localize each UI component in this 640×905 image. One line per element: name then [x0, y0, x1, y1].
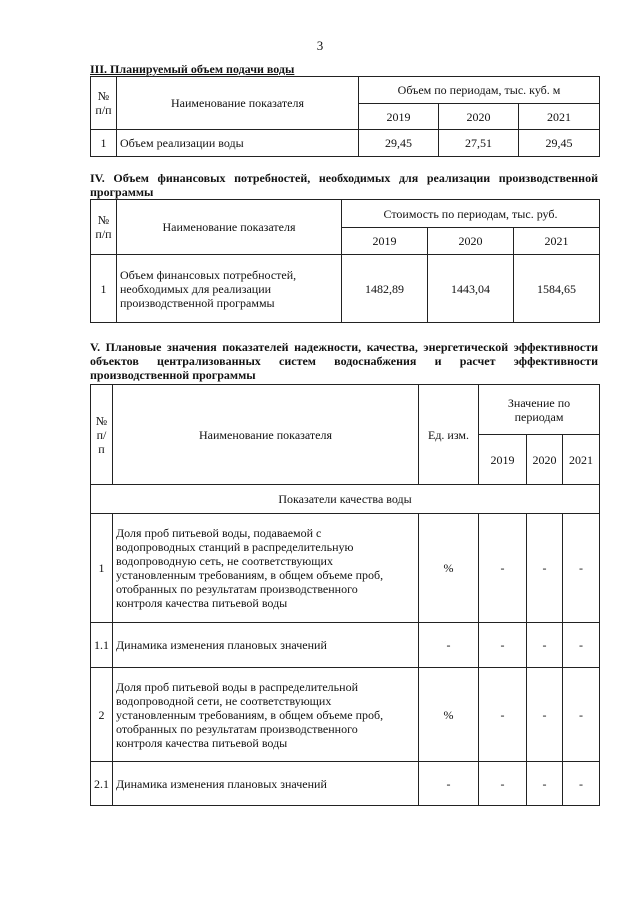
section-3-table [90, 76, 600, 157]
row-name: Динамика изменения плановых значений [113, 762, 419, 806]
table-row [91, 130, 600, 157]
row-name: Объем финансовых потребностей, необходимых для реализации производственной программы [117, 255, 342, 323]
year-cell: 2019 [479, 435, 527, 485]
table-row [91, 514, 600, 623]
unit-cell: % [419, 514, 479, 623]
header-num: № п/п [91, 77, 117, 130]
unit-cell: - [419, 623, 479, 668]
section-4-title: IV. Объем финансовых потребностей, необходимых для реализации производственной программы [90, 171, 598, 199]
header-group: Объем по периодам, тыс. куб. м [359, 77, 600, 104]
row-num: 1 [91, 255, 117, 323]
value-cell: - [479, 762, 527, 806]
row-name: Доля проб питьевой воды, подаваемой с водопроводных станций в распределительную водопроводную сеть, не соответствующих установленным требованиям, в общем объеме проб, отобранных по результатам производственного контроля качества питьевой воды [113, 514, 419, 623]
row-num: 1 [91, 514, 113, 623]
value-cell: - [479, 514, 527, 623]
value-cell: - [563, 668, 600, 762]
year-cell: 2021 [519, 104, 600, 130]
page-number: 3 [316, 38, 324, 53]
value-cell: - [563, 514, 600, 623]
value-cell: - [479, 623, 527, 668]
year-cell: 2021 [563, 435, 600, 485]
header-name: Наименование показателя [113, 385, 419, 485]
header-num: № п/п [91, 200, 117, 255]
table-row [91, 762, 600, 806]
group-row: Показатели качества воды [91, 485, 600, 514]
value-cell: 1443,04 [428, 255, 514, 323]
section-4-table [90, 199, 600, 323]
value-cell: 1584,65 [514, 255, 600, 323]
section-5-title: V. Плановые значения показателей надежности, качества, энергетической эффективности объектов централизованных систем водоснабжения и расчет эффективности производственной программы [90, 340, 598, 382]
year-cell: 2021 [514, 228, 600, 255]
value-cell: 29,45 [519, 130, 600, 157]
value-cell: - [527, 623, 563, 668]
row-name: Доля проб питьевой воды в распределительной водопроводной сети, не соответствующих установленным требованиям, в общем объеме проб, отобранных по результатам производственного контроля качества питьевой воды [113, 668, 419, 762]
year-cell: 2020 [428, 228, 514, 255]
row-num: 2.1 [91, 762, 113, 806]
table-row [91, 255, 600, 323]
unit-cell: - [419, 762, 479, 806]
table-row [91, 623, 600, 668]
header-group: Стоимость по периодам, тыс. руб. [342, 200, 600, 228]
header-group: Значение по периодам [479, 385, 600, 435]
table-row [91, 668, 600, 762]
value-cell: 1482,89 [342, 255, 428, 323]
header-name: Наименование показателя [117, 200, 342, 255]
header-name: Наименование показателя [117, 77, 359, 130]
row-num: 1 [91, 130, 117, 157]
value-cell: - [479, 668, 527, 762]
section-5-table [90, 384, 600, 806]
row-name: Динамика изменения плановых значений [113, 623, 419, 668]
value-cell: - [527, 762, 563, 806]
value-cell: 29,45 [359, 130, 439, 157]
value-cell: - [527, 514, 563, 623]
unit-cell: % [419, 668, 479, 762]
value-cell: - [527, 668, 563, 762]
row-num: 1.1 [91, 623, 113, 668]
year-cell: 2020 [439, 104, 519, 130]
row-name: Объем реализации воды [117, 130, 359, 157]
value-cell: - [563, 762, 600, 806]
year-cell: 2019 [359, 104, 439, 130]
year-cell: 2019 [342, 228, 428, 255]
header-num: № п/п [91, 385, 113, 485]
value-cell: - [563, 623, 600, 668]
section-3-title: III. Планируемый объем подачи воды [90, 62, 295, 76]
header-unit: Ед. изм. [419, 385, 479, 485]
year-cell: 2020 [527, 435, 563, 485]
value-cell: 27,51 [439, 130, 519, 157]
row-num: 2 [91, 668, 113, 762]
